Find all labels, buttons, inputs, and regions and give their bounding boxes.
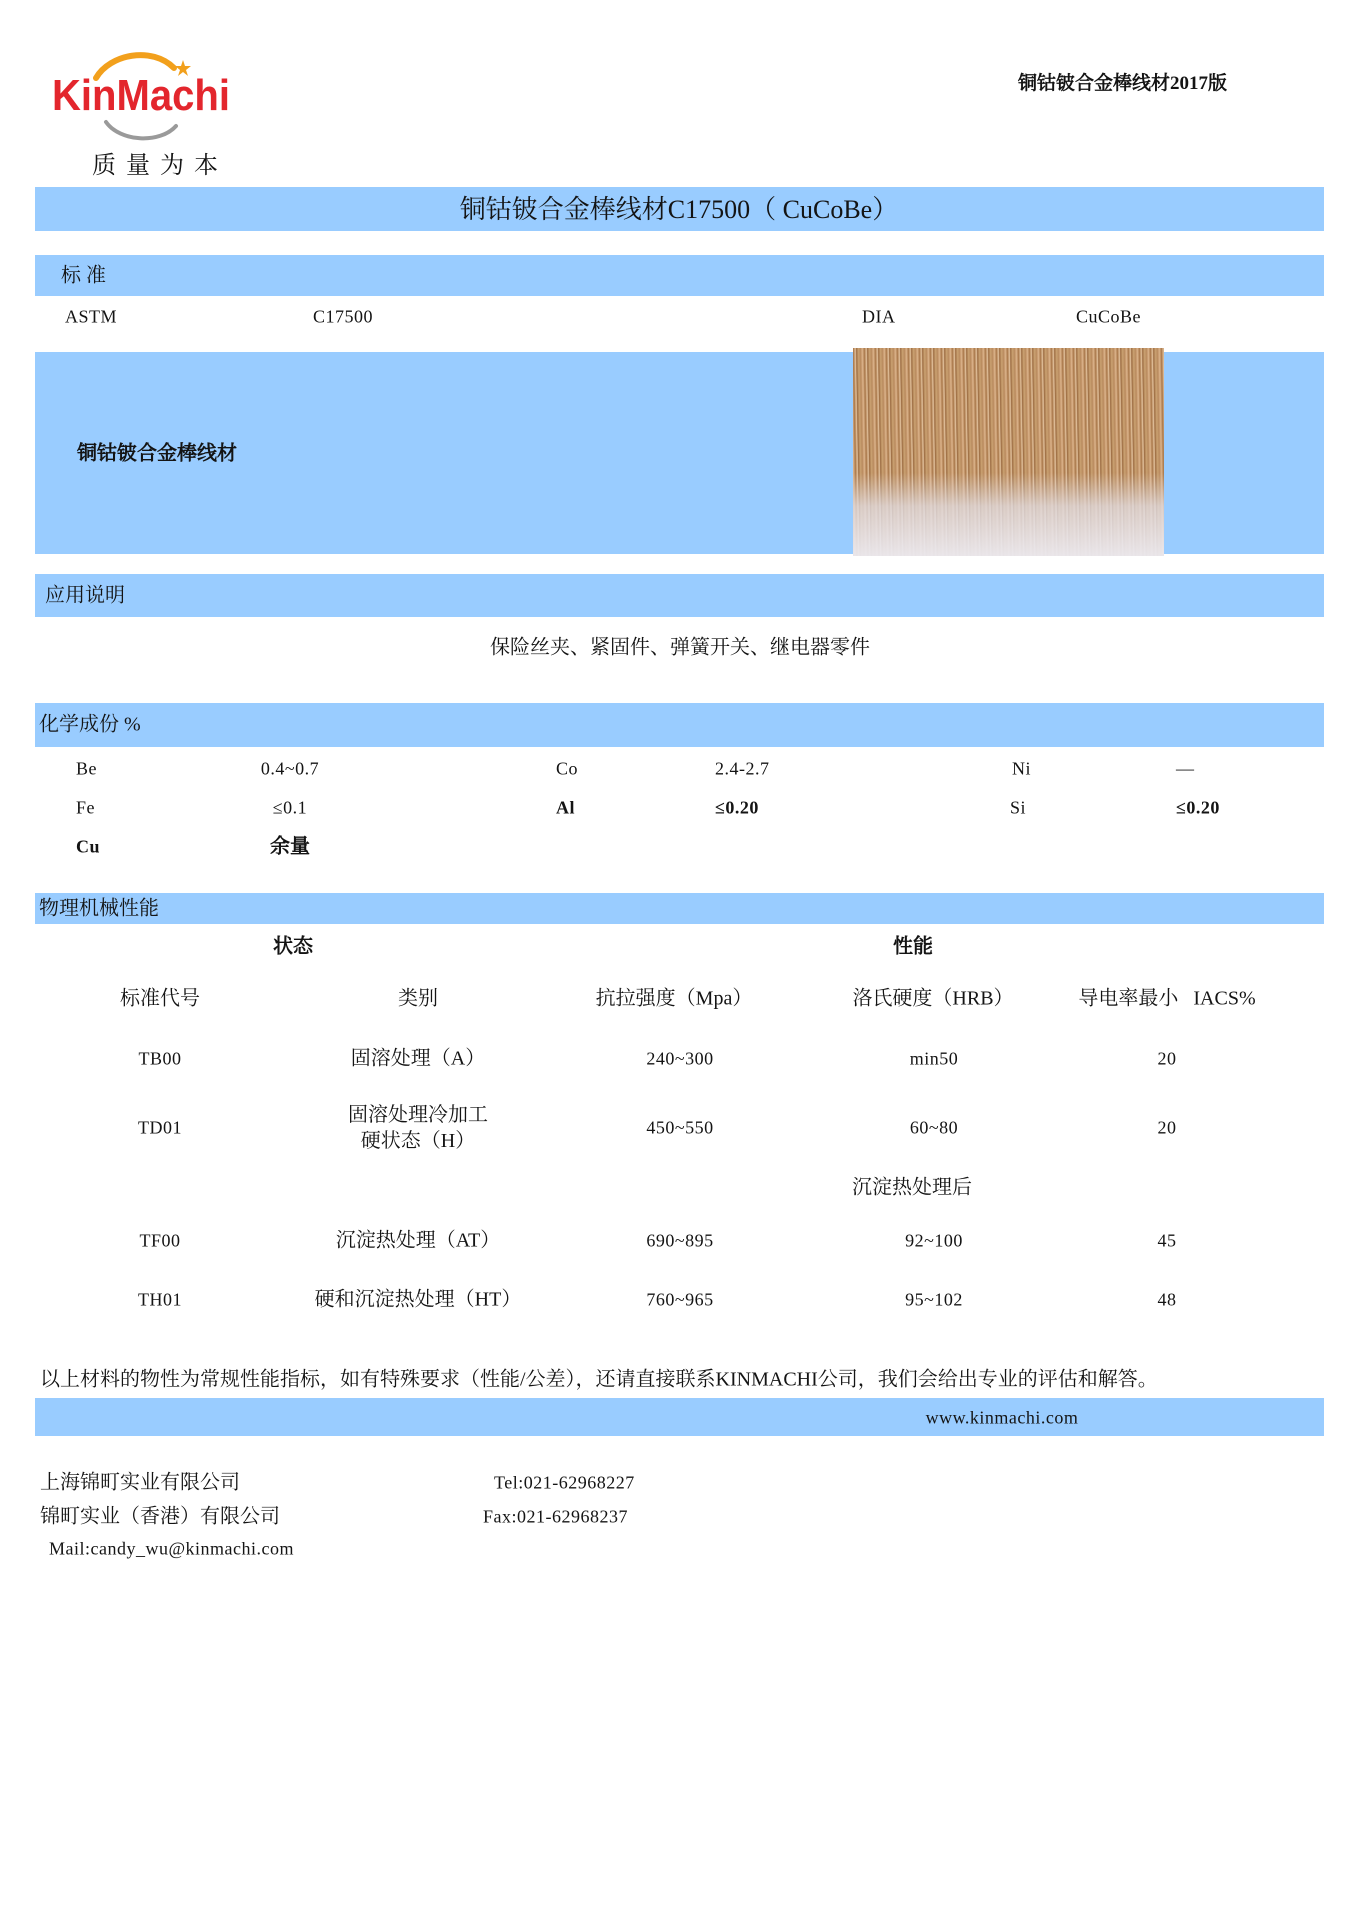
chemistry-heading: 化学成份 % bbox=[39, 713, 141, 736]
chem-value: 2.4-2.7 bbox=[715, 758, 770, 779]
edition-label: 铜钴铍合金棒线材2017版 bbox=[1018, 73, 1228, 95]
after-precipitation-label: 沉淀热处理后 bbox=[852, 1176, 972, 1199]
table-cell-category: 沉淀热处理（AT） bbox=[335, 1229, 501, 1252]
application-heading: 应用说明 bbox=[45, 584, 125, 607]
logo-swoosh-bottom bbox=[106, 122, 176, 138]
table-cell-tensile: 450~550 bbox=[646, 1117, 714, 1138]
chem-value: 0.4~0.7 bbox=[260, 758, 320, 779]
application-section-bar bbox=[35, 574, 1324, 617]
fax: Fax:021-62968237 bbox=[483, 1506, 628, 1527]
table-cell-hardness: 92~100 bbox=[905, 1230, 963, 1251]
chem-value: — bbox=[1176, 758, 1195, 779]
application-text: 保险丝夹、紧固件、弹簧开关、继电器零件 bbox=[490, 636, 870, 659]
table-cell-category: 固溶处理（A） bbox=[350, 1047, 486, 1070]
company-name-shanghai: 上海锦町实业有限公司 bbox=[40, 1471, 240, 1494]
chem-element: Si bbox=[1010, 797, 1027, 818]
table-cell-code: TH01 bbox=[138, 1289, 182, 1310]
company-name-hongkong: 锦町实业（香港）有限公司 bbox=[40, 1505, 280, 1528]
slogan: 质 量 为 本 bbox=[92, 153, 220, 180]
standard-form: DIA bbox=[862, 306, 896, 327]
table-cell-hardness: 60~80 bbox=[909, 1117, 959, 1138]
column-header: 洛氏硬度（HRB） bbox=[852, 987, 1014, 1010]
standard-alloy-number: C17500 bbox=[313, 306, 374, 327]
table-cell-conductivity: 45 bbox=[1157, 1230, 1177, 1251]
table-cell-code: TB00 bbox=[138, 1048, 182, 1069]
chem-value: 余量 bbox=[270, 835, 310, 858]
column-header: 类别 bbox=[398, 987, 438, 1010]
telephone: Tel:021-62968227 bbox=[494, 1472, 635, 1493]
mechanical-heading: 物理机械性能 bbox=[39, 897, 159, 920]
mechanical-section-bar bbox=[35, 893, 1324, 924]
table-cell-code: TF00 bbox=[139, 1230, 181, 1251]
chem-element: Ni bbox=[1012, 758, 1031, 779]
table-cell-hardness: 95~102 bbox=[905, 1289, 963, 1310]
logo-wordmark: KinMachi bbox=[52, 71, 230, 120]
table-cell-conductivity: 48 bbox=[1157, 1289, 1177, 1310]
website-bar bbox=[35, 1398, 1324, 1436]
website-url: www.kinmachi.com bbox=[925, 1407, 1079, 1428]
table-cell-conductivity: 20 bbox=[1157, 1117, 1177, 1138]
kinmachi-logo bbox=[48, 48, 240, 148]
table-cell-code: TD01 bbox=[138, 1117, 182, 1138]
standard-designation: CuCoBe bbox=[1076, 306, 1142, 327]
column-header: 标准代号 bbox=[120, 987, 200, 1010]
table-cell-tensile: 760~965 bbox=[646, 1289, 714, 1310]
table-cell-conductivity: 20 bbox=[1157, 1048, 1177, 1069]
table-cell-tensile: 240~300 bbox=[646, 1048, 714, 1069]
chemistry-section-bar bbox=[35, 703, 1324, 747]
group-state-label: 状态 bbox=[273, 935, 313, 958]
table-cell-hardness: min50 bbox=[909, 1048, 959, 1069]
chem-element: Co bbox=[556, 758, 579, 779]
chem-value: ≤0.20 bbox=[1176, 797, 1220, 818]
disclaimer-note: 以上材料的物性为常规性能指标，如有特殊要求（性能/公差），还请直接联系KINMACHI公司，我们会给出专业的评估和解答。 bbox=[40, 1368, 1158, 1391]
standard-section-bar bbox=[35, 255, 1324, 296]
chem-value: ≤0.1 bbox=[272, 797, 308, 818]
email: Mail:candy_wu@kinmachi.com bbox=[49, 1538, 295, 1559]
chem-element: Cu bbox=[76, 836, 101, 857]
chem-element: Be bbox=[76, 758, 97, 779]
product-photo bbox=[853, 348, 1164, 556]
table-cell-tensile: 690~895 bbox=[646, 1230, 714, 1251]
chem-element: Fe bbox=[76, 797, 95, 818]
column-header: 抗拉强度（Mpa） bbox=[595, 987, 753, 1010]
column-header: 导电率最小 IACS% bbox=[1078, 987, 1256, 1010]
table-cell-category: 固溶处理冷加工 硬状态（H） bbox=[348, 1104, 488, 1152]
standard-spec: ASTM bbox=[65, 306, 118, 327]
page-title: 铜钴铍合金棒线材C17500（ CuCoBe） bbox=[459, 195, 899, 225]
standard-heading: 标 准 bbox=[61, 264, 106, 287]
chem-element: Al bbox=[556, 797, 575, 818]
group-properties-label: 性能 bbox=[893, 935, 933, 958]
chem-value: ≤0.20 bbox=[715, 797, 759, 818]
table-cell-category: 硬和沉淀热处理（HT） bbox=[314, 1288, 522, 1311]
product-name: 铜钴铍合金棒线材 bbox=[77, 442, 237, 465]
